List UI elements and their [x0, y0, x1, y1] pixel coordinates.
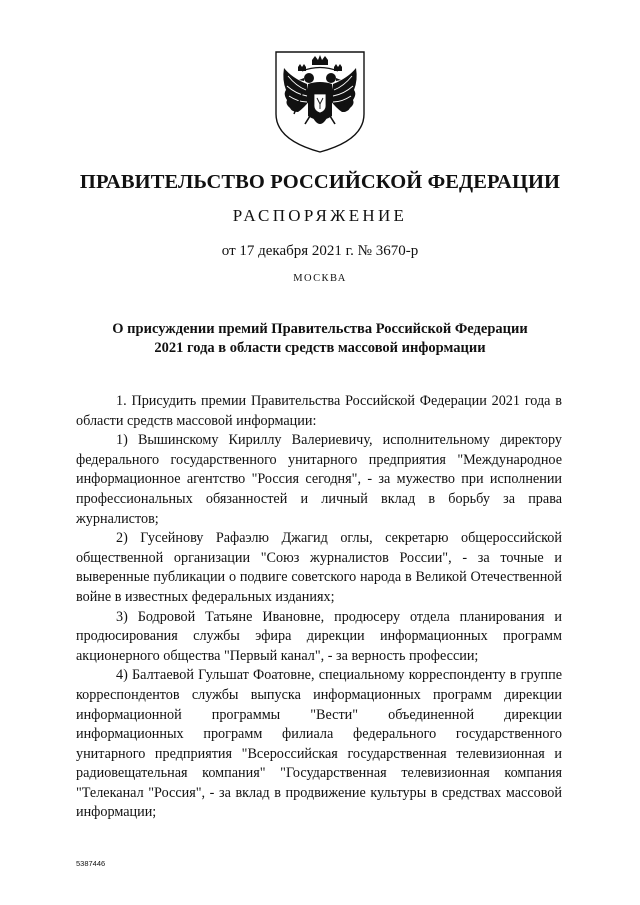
document-type: РАСПОРЯЖЕНИЕ: [232, 206, 408, 225]
document-city: МОСКВА: [293, 273, 347, 284]
coat-of-arms-icon: [274, 50, 366, 154]
subject-line-1: О присуждении премий Правительства Российской Федерации: [112, 321, 528, 337]
paragraph-item-3: 3) Бодровой Татьяне Ивановне, продюсеру отдела планирования и продюсирования службы эфира дирекции информационных программ акционерного общества "Первый канал", - за верность профессии;: [76, 608, 562, 664]
document-subject: [0, 320, 640, 358]
paragraph-item-2: 2) Гусейнову Рафаэлю Джагид оглы, секретарю общероссийской общественной организации "Союз журналистов России", - за точные и выверенные публикации о подвиге советского народа в Великой Отечественной войне в известных федеральных изданиях;: [76, 530, 562, 605]
paragraph-item-1: 1) Вышинскому Кириллу Валериевичу, исполнительному директору федерального государственного унитарного предприятия "Международное информационное агентство "Россия сегодня", - за мужество при исполнении профессиональных обязанностей и личный вклад в борьбу за права журналистов;: [76, 432, 562, 527]
footer-document-code: 5387446: [76, 859, 106, 868]
document-body: [76, 392, 562, 823]
subject-line-2: 2021 года в области средств массовой информации: [154, 340, 486, 356]
paragraph-1: 1. Присудить премии Правительства Российской Федерации 2021 года в области средств массовой информации:: [76, 393, 562, 429]
document-date-number: от 17 декабря 2021 г. № 3670-р: [221, 243, 419, 259]
government-title: ПРАВИТЕЛЬСТВО РОССИЙСКОЙ ФЕДЕРАЦИИ: [79, 171, 561, 193]
paragraph-item-4: 4) Балтаевой Гульшат Фоатовне, специальному корреспонденту в группе корреспондентов службы выпуска информационных программ дирекции информационной программы "Вести" объединенной дирекции информационных программ филиала федерального государственного унитарного предприятия "Всероссийская государственная телевизионная и радиовещательная компания" "Государственная телевизионная компания "Телеканал "Россия", - за вклад в продвижение культуры в средствах массовой информации;: [76, 667, 562, 821]
